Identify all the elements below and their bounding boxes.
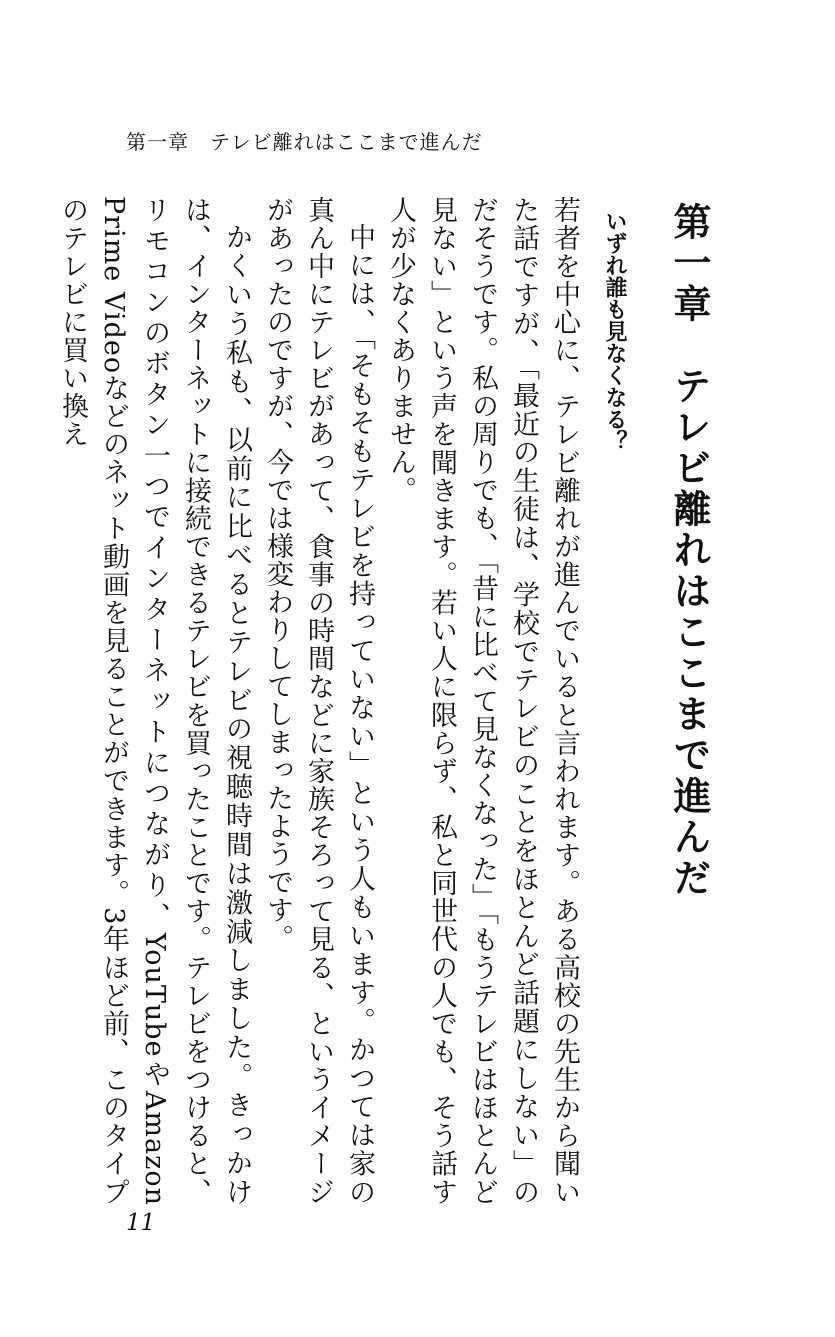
page-body <box>57 196 713 1206</box>
paragraph-2: 中には、「そもそもテレビを持っていない」という人もいます。かつては家の真ん中にテレビがあって、食事の時間などに家族そろって見る、というイメージがあったのですが、今では様変わりしてしまったようです。 <box>262 196 375 1206</box>
paragraph-1: 若者を中心に、テレビ離れが進んでいると言われます。ある高校の先生から聞いた話ですが、「最近の生徒は、学校でテレビのことをほとんど話題にしない」のだそうです。私の周りでも、「昔に比べて見なくなった」「もうテレビはほとんど見ない」という声を聞きます。若い人に限らず、私と同世代の人でも、そう話す人が少なくありません。 <box>385 196 580 1206</box>
page-number: 11 <box>126 1210 156 1236</box>
section-heading: いずれ誰も見なくなる？ <box>602 210 627 452</box>
running-head: 第一章 テレビ離れはここまで進んだ <box>126 130 483 154</box>
chapter-title: 第一章 テレビ離れはここまで進んだ <box>667 202 711 899</box>
paragraph-3: かくいう私も、以前に比べるとテレビの視聴時間は激減しました。きっかけは、インターネットに接続できるテレビを買ったことです。テレビをつけると、リモコンのボタン一つでインターネットにつながり、YouTubeやAmazon Prime Videoなどのネット動画を見ることができます。3年ほど前、このタイプのテレビに買い換え <box>57 196 252 1206</box>
